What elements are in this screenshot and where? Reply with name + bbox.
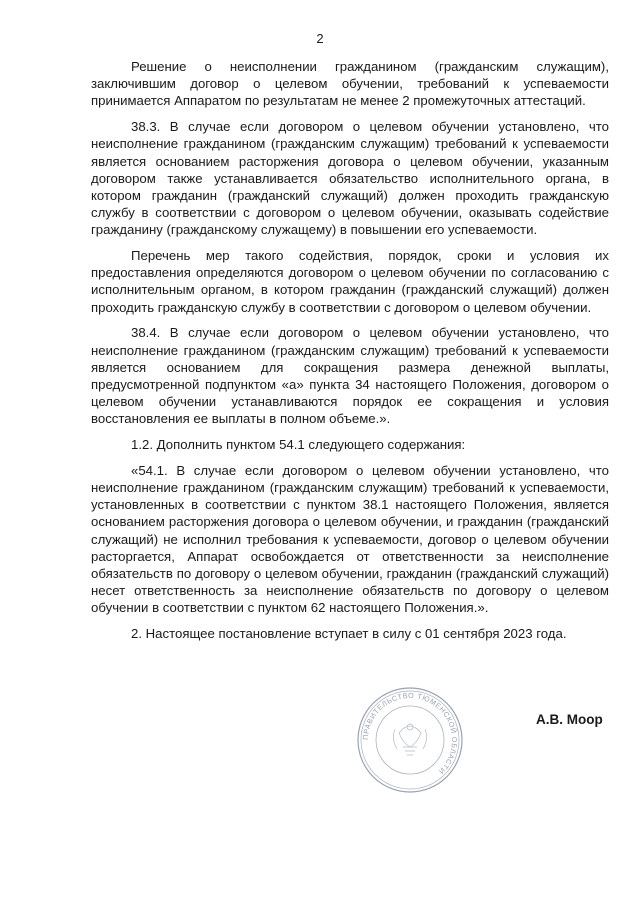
page-number: 2 bbox=[316, 31, 324, 46]
paragraph-1-2: 1.2. Дополнить пунктом 54.1 следующего содержания: bbox=[131, 437, 466, 453]
document-body bbox=[91, 58, 609, 651]
paragraph-effective-date: 2. Настоящее постановление вступает в силу с 01 сентября 2023 года. bbox=[131, 626, 567, 642]
paragraph-assistance-measures: Перечень мер такого содействия, порядок, сроки и условия их предоставления определяются договором о целевом обучении по согласованию с исполнительным органом, в котором гражданин (гражданский служащий) должен проходить гражданскую службу в соответствии с договором о целевом обучении. bbox=[91, 248, 609, 315]
paragraph-38-3: 38.3. В случае если договором о целевом обучении установлено, что неисполнение гражданином (гражданским служащим) требований к успеваемости является основанием расторжения договора о целевом обучении, указанным договором также устанавливается обязательство исполнительного органа, в котором гражданин (гражданский служащий) должен проходить гражданскую службу в соответствии с договором о целевом обучении, оказывать содействие гражданину (гражданскому служащему) в повышении его успеваемости. bbox=[91, 119, 609, 238]
svg-text:ПРАВИТЕЛЬСТВО ТЮМЕНСКОЙ ОБЛАСТ: ПРАВИТЕЛЬСТВО ТЮМЕНСКОЙ ОБЛАСТИ bbox=[360, 690, 460, 777]
paragraph-attestation-decision: Решение о неисполнении гражданином (гражданским служащим), заключившим договор о целевом обучении, требований к успеваемости принимается Аппаратом по результатам не менее 2 промежуточных аттестаций. bbox=[91, 59, 609, 109]
signature-name: А.В. Моор bbox=[536, 712, 603, 727]
official-seal-stamp bbox=[355, 685, 465, 795]
paragraph-54-1: «54.1. В случае если договором о целевом обучении установлено, что неисполнение гражданином (гражданским служащим) требований к успеваемости, установленных в соответствии с пунктом 38.1 настоящего Положения, является основанием расторжения договора о целевом обучении, и гражданин (гражданский служащий) не исполнил требования к успеваемости, договор о целевом обучении расторгается, Аппарат освобождается от ответственности за неисполнение обязательств по договору о целевом обучении, гражданин (гражданский служащий) несет ответственность за неисполнение обязательств по договору о целевом обучении в соответствии с пунктом 62 настоящего Положения.». bbox=[91, 462, 609, 616]
paragraph-38-4: 38.4. В случае если договором о целевом обучении установлено, что неисполнение гражданином (гражданским служащим) требований к успеваемости является основанием для сокращения размера денежной выплаты, предусмотренной подпунктом «а» пункта 34 настоящего Положения, договором о целевом обучении устанавливаются порядок ее сокращения и условия восстановления ее выплаты в полном объеме.». bbox=[91, 325, 609, 427]
